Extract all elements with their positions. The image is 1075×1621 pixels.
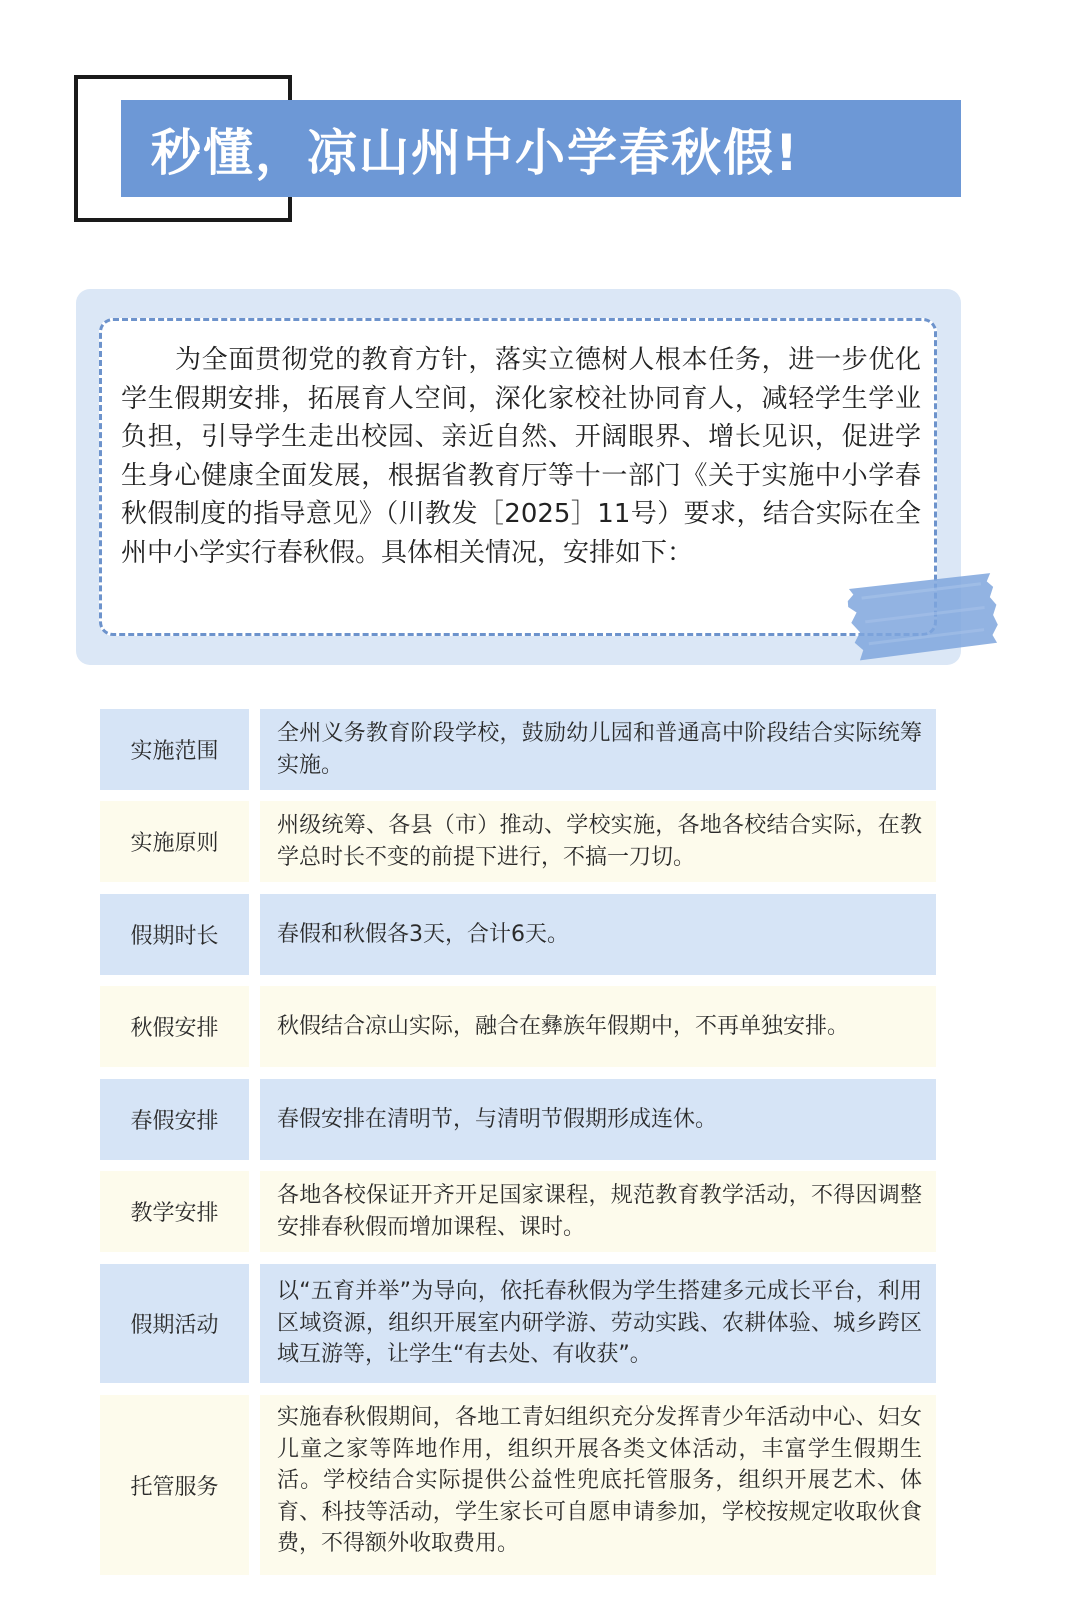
tape-decoration-icon — [840, 569, 1001, 664]
row-content: 春假和秋假各3天，合计6天。 — [260, 894, 936, 975]
row-label: 实施范围 — [100, 709, 249, 790]
table-row — [100, 1171, 936, 1252]
table-row — [100, 709, 936, 790]
row-label: 实施原则 — [100, 801, 249, 882]
row-label: 春假安排 — [100, 1079, 249, 1160]
row-label: 托管服务 — [100, 1395, 249, 1575]
row-content: 州级统筹、各县（市）推动、学校实施，各地各校结合实际，在教学总时长不变的前提下进行，不搞一刀切。 — [260, 801, 936, 882]
table-row — [100, 1395, 936, 1575]
page-title: 秒懂，凉山州中小学春秋假! — [151, 123, 800, 182]
intro-paragraph: 为全面贯彻党的教育方针，落实立德树人根本任务，进一步优化学生假期安排，拓展育人空间，深化家校社协同育人，减轻学生学业负担，引导学生走出校园、亲近自然、开阔眼界、增长见识，促进学生身心健康全面发展，根据省教育厅等十一部门《关于实施中小学春秋假制度的指导意见》（川教发［2025］11号）要求，结合实际在全州中小学实行春秋假。具体相关情况，安排如下： — [121, 345, 921, 568]
row-label: 假期时长 — [100, 894, 249, 975]
row-label: 假期活动 — [100, 1264, 249, 1383]
table-row — [100, 801, 936, 882]
row-label: 教学安排 — [100, 1171, 249, 1252]
row-content: 春假安排在清明节，与清明节假期形成连休。 — [260, 1079, 936, 1160]
table-row — [100, 1264, 936, 1383]
table-row — [100, 1079, 936, 1160]
row-content: 实施春秋假期间，各地工青妇组织充分发挥青少年活动中心、妇女儿童之家等阵地作用，组织开展各类文体活动，丰富学生假期生活。学校结合实际提供公益性兜底托管服务，组织开展艺术、体育、科技等活动，学生家长可自愿申请参加，学校按规定收取伙食费，不得额外收取费用。 — [260, 1395, 936, 1575]
row-content: 以“五育并举”为导向，依托春秋假为学生搭建多元成长平台，利用区域资源，组织开展室内研学游、劳动实践、农耕体验、城乡跨区域互游等，让学生“有去处、有收获”。 — [260, 1264, 936, 1383]
row-content: 各地各校保证开齐开足国家课程，规范教育教学活动，不得因调整安排春秋假而增加课程、课时。 — [260, 1171, 936, 1252]
row-content: 秋假结合凉山实际，融合在彝族年假期中，不再单独安排。 — [260, 986, 936, 1067]
title-banner — [121, 100, 961, 197]
row-content: 全州义务教育阶段学校，鼓励幼儿园和普通高中阶段结合实际统筹实施。 — [260, 709, 936, 790]
table-row — [100, 894, 936, 975]
row-label: 秋假安排 — [100, 986, 249, 1067]
table-row — [100, 986, 936, 1067]
